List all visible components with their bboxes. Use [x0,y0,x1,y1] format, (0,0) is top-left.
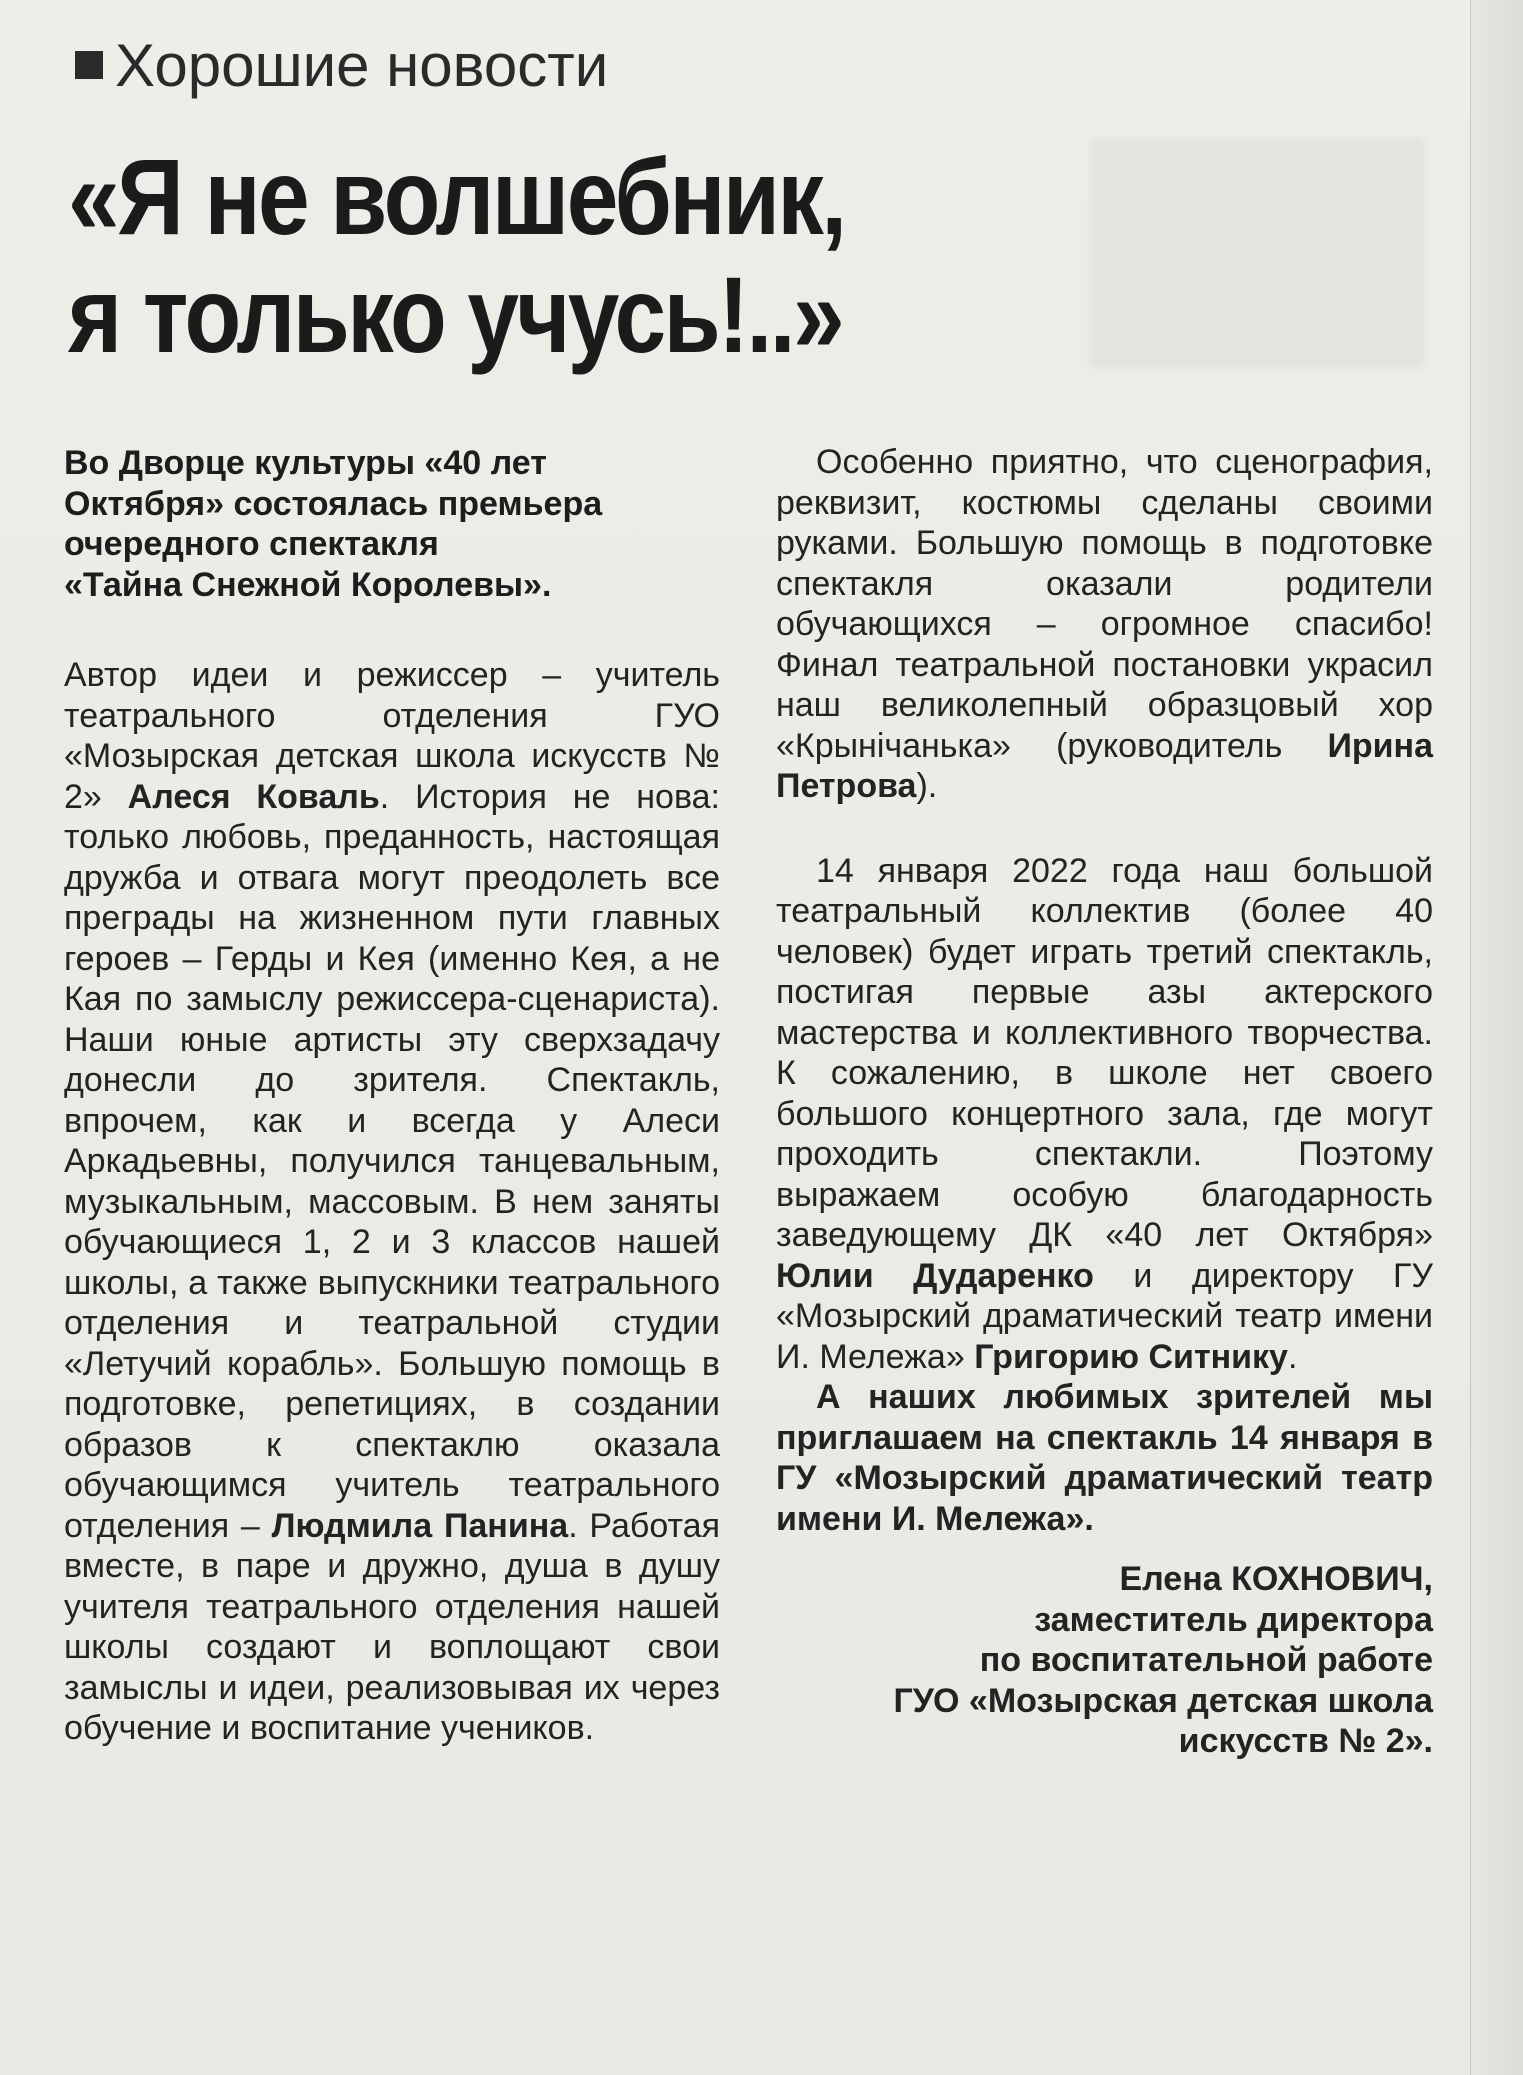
spacer [776,807,1433,851]
lead-line-2: Октября» состоялась премьера [64,484,603,523]
article-lead [64,443,720,605]
text-run: Особенно приятно, что сценография, реквизит, костюмы сделаны своими руками. Большую помощь в подготовке спектакля оказали родители обучающихся – огромное спасибо! Финал театральной постановки украсил наш великолепный образцовый хор «Крынічанька» (руководитель [776,443,1433,765]
lead-line-4: «Тайна Снежной Королевы». [64,565,552,604]
right-column [776,442,1433,1762]
author-signature [776,1559,1433,1762]
rubric-label: Хорошие новости [115,31,609,99]
person-name-sitnik: Григорию Ситнику [974,1337,1288,1376]
left-column [64,443,720,1749]
person-name-panina: Людмила Панина [271,1506,569,1545]
signature-line-1: Елена КОХНОВИЧ, [1119,1560,1433,1598]
spacer [776,1539,1433,1559]
person-name-dudarenko: Юлии Дударенко [776,1256,1094,1295]
signature-line-2: заместитель директора [1034,1600,1433,1639]
signature-line-3: по воспитательной работе [979,1641,1433,1679]
text-run: ). [916,767,938,805]
text-run: и директору ГУ «Мозырский драматический театр имени И. Мележа» [776,1256,1433,1376]
left-paragraph-1 [64,655,720,1749]
right-paragraph-1 [776,442,1433,807]
lead-line-1: Во Дворце культуры «40 лет [64,444,547,482]
invitation-paragraph: А наших любимых зрителей мы приглашаем на спектакль 14 января в ГУ «Мозырский драматический театр имени И. Мележа». [776,1378,1433,1538]
person-name-petrova: Ирина Петрова [776,726,1433,805]
text-run: . [1287,1337,1298,1376]
signature-line-5: искусств № 2». [1178,1722,1433,1760]
lead-line-3: очередного спектакля [64,525,439,563]
headline-line-2: я только учусь!..» [68,254,843,375]
article-headline [68,138,894,374]
text-run: . История не нова: только любовь, преданность, настоящая дружба и отвага могут преодолеть все преграды на жизненном пути главных героев – Герды и Кея (именно Кея, а не Кая по замыслу режиссера-сценариста). Наши юные артисты эту сверхзадачу донесли до зрителя. Спектакль, впрочем, как и всегда у Алеси Аркадьевны, получился танцевальным, музыкальным, массовым. В нем заняты обучающиеся 1, 2 и 3 классов нашей школы, а также выпускники театрального отделения и театральной студии «Летучий корабль». Большую помощь в подготовке, репетициях, в создании образов к спектаклю оказала обучающимся учитель театрального отделения – [64,777,721,1545]
person-name-koval: Алеся Коваль [127,777,380,816]
text-run: . Работая вместе, в паре и дружно, душа в душу учителя театрального отделения нашей школы создают и воплощают свои замыслы и идеи, реализовывая их через обучение и воспитание учеников. [64,1506,721,1747]
page-edge [1470,0,1523,2075]
square-bullet-icon [75,51,103,79]
spacer [64,605,720,655]
right-paragraph-2 [776,851,1433,1378]
text-run: Автор идеи и режиссер – учитель театрального отделения ГУО «Мозырская детская школа искусств № 2» [64,656,720,816]
signature-line-4: ГУО «Мозырская детская школа [893,1681,1433,1720]
rubric-header [75,30,608,100]
headline-line-1: «Я не волшебник, [68,136,845,257]
text-run: 14 января 2022 года наш большой театральный коллектив (более 40 человек) будет играть третий спектакль, постигая первые азы актерского мастерства и коллективного творчества. К сожалению, в школе нет своего большого концертного зала, где могут проходить спектакли. Поэтому выражаем особую благодарность заведующему ДК «40 лет Октября» [776,851,1433,1254]
blurred-image-area [1090,138,1425,368]
